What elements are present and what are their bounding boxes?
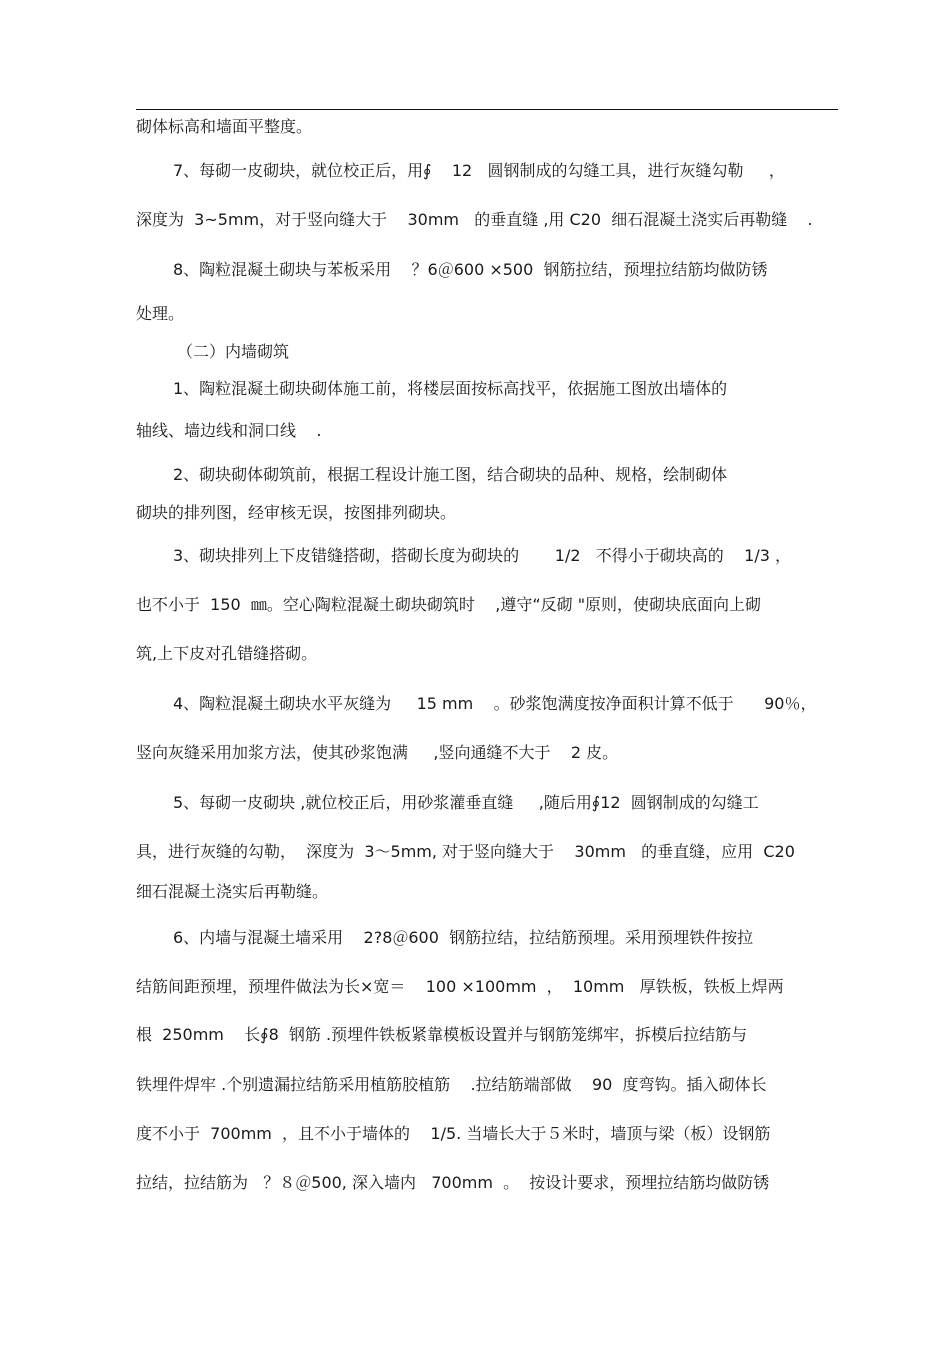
text-line: 7、每砌一皮砌块，就位校正后，用∮ 12 圆钢制成的勾缝工具，进行灰缝勾勒 ， (173, 161, 785, 180)
text-line: 3、砌块排列上下皮错缝搭砌，搭砌长度为砌块的 1/2 不得小于砌块高的 1/3 ， (173, 546, 791, 565)
section-heading: （二）内墙砌筑 (177, 342, 290, 361)
text-line: 处理。 (136, 304, 185, 323)
text-line: 深度为 3~5mm，对于竖向缝大于 30mm 的垂直缝 ,用 C20 细石混凝土浇实后再勒缝 . (136, 210, 813, 229)
text-line: 竖向灰缝采用加浆方法，使其砂浆饱满 ,竖向通缝不大于 2 皮。 (136, 743, 619, 762)
text-line: 6、内墙与混凝土墙采用 2?8＠600 钢筋拉结，拉结筋预埋。采用预埋铁件按拉 (173, 928, 754, 947)
text-line: 2、砌块砌体砌筑前，根据工程设计施工图，结合砌块的品种、规格，绘制砌体 (173, 465, 728, 484)
text-line: 也不小于 150 ㎜。空心陶粒混凝土砌块砌筑时 ,遵守“反砌 "原则，使砌块底面向上砌 (136, 595, 762, 614)
text-line: 根 250mm 长∮8 钢筋 .预埋件铁板紧靠模板设置并与钢筋笼绑牢，拆模后拉结筋与 (136, 1025, 748, 1044)
text-line: 拉结，拉结筋为 ？８＠500, 深入墙内 700mm 。 按设计要求，预埋拉结筋均做防锈 (136, 1173, 770, 1192)
text-line: 筑,上下皮对孔错缝搭砌。 (136, 644, 318, 663)
header-rule (136, 109, 838, 110)
text-line: 具，进行灰缝的勾勒， 深度为 3～5mm, 对于竖向缝大于 30mm 的垂直缝，应用 C20 (136, 842, 795, 861)
text-line: 1、陶粒混凝土砌块砌体施工前，将楼层面按标高找平，依据施工图放出墙体的 (173, 379, 728, 398)
text-line: 4、陶粒混凝土砌块水平灰缝为 15 mm 。砂浆饱满度按净面积计算不低于 90％， (173, 694, 817, 713)
text-line: 铁埋件焊牢 .个别遗漏拉结筋采用植筋胶植筋 .拉结筋端部做 90 度弯钩。插入砌体长 (136, 1075, 767, 1094)
text-line: 砌块的排列图，经审核无误，按图排列砌块。 (136, 503, 457, 522)
text-line: 轴线、墙边线和洞口线 . (136, 421, 322, 440)
text-line: 细石混凝土浇实后再勒缝。 (136, 882, 329, 901)
text-line: 8、陶粒混凝土砌块与苯板采用 ？6＠600 ×500 钢筋拉结，预埋拉结筋均做防锈 (173, 260, 768, 279)
text-line: 5、每砌一皮砌块 ,就位校正后，用砂浆灌垂直缝 ,随后用∮12 圆钢制成的勾缝工 (173, 793, 759, 812)
text-line: 度不小于 700mm ，且不小于墙体的 1/5. 当墙长大于５米时，墙顶与梁（板）设钢筋 (136, 1124, 771, 1143)
text-line: 结筋间距预埋，预埋件做法为长×宽＝ 100 ×100mm ， 10mm 厚铁板，铁板上焊两 (136, 977, 784, 996)
text-line: 砌体标高和墙面平整度。 (136, 117, 313, 136)
